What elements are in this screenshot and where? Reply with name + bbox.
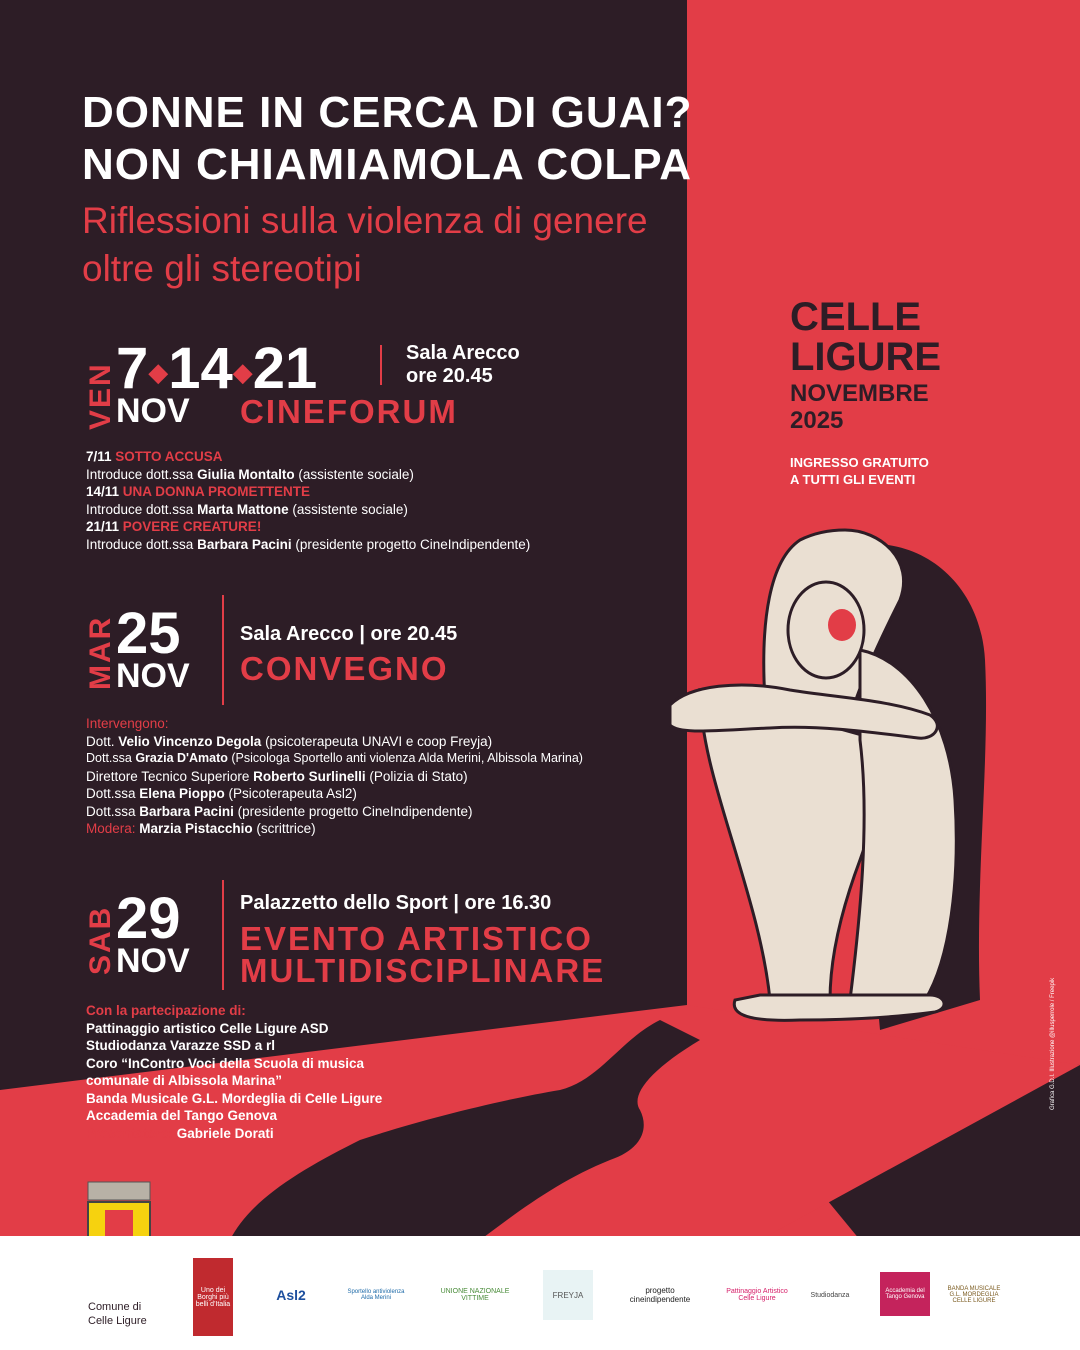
speaker-role: (Polizia di Stato) (365, 768, 468, 784)
comune-line-1: Comune di (88, 1301, 142, 1313)
speaker-name: Barbara Pacini (139, 803, 234, 819)
event-3-name-line-1: EVENTO ARTISTICO (240, 920, 593, 957)
film-2-line (86, 483, 530, 501)
intro-label: Introduce dott.ssa (86, 466, 198, 482)
entry-line-1: INGRESSO GRATUITO (790, 455, 929, 470)
participant: Coro “InContro Voci della Scuola di musica (86, 1055, 365, 1071)
figure-bruise (828, 609, 856, 641)
speaker-line (86, 803, 583, 821)
cineindipendente-logo: progetto cineindipendente (629, 1286, 691, 1304)
town-line-2: LIGURE (790, 335, 942, 379)
month-label: NOVEMBRE (790, 380, 929, 407)
day-14: 14 (168, 336, 233, 401)
subtitle-line-2: oltre gli stereotipi (82, 248, 362, 289)
participant: Studiodanza Varazze SSD a rl (86, 1038, 276, 1053)
event-2-name: CONVEGNO (240, 650, 449, 687)
speaker-title: Dott.ssa (86, 786, 140, 801)
film-3-line (86, 518, 530, 536)
participants-intro: Con la partecipazione di: (86, 1003, 246, 1018)
divider (222, 595, 224, 705)
speaker-name: Roberto Surlinelli (253, 768, 366, 784)
speaker-name: Barbara Pacini (197, 536, 292, 552)
event-2-month: NOV (116, 657, 190, 695)
film-3-intro (86, 536, 530, 554)
moderator-line (86, 820, 583, 838)
unavi-logo: UNIONE NAZIONALE VITTIME (440, 1288, 510, 1302)
divider (380, 345, 382, 385)
event-3-place: Palazzetto dello Sport | ore 16.30 (240, 892, 552, 914)
participant: Accademia del Tango Genova (86, 1108, 278, 1123)
event-2-details (86, 715, 583, 838)
participant: Pattinaggio artistico Celle Ligure ASD (86, 1020, 329, 1036)
event-1-place-line-2: ore 20.45 (406, 365, 493, 387)
speaker-line (86, 785, 583, 803)
moderator-role: (scrittrice) (252, 821, 316, 836)
event-2-day-of-week: MAR (84, 615, 117, 690)
event-1-details (86, 448, 530, 553)
year-label: 2025 (790, 407, 844, 434)
figure-legs (700, 690, 880, 1000)
speaker-name: Grazia D'Amato (135, 751, 228, 765)
studiodanza-logo: Studiodanza (810, 1291, 850, 1299)
accademia-tango-logo: Accademia del Tango Genova (880, 1272, 930, 1316)
divider (222, 880, 224, 990)
speaker-role: (Psicologa Sportello anti violenza Alda Merini, Albissola Marina) (227, 751, 583, 765)
participant: comunale di Albissola Marina” (86, 1073, 283, 1088)
speaker-name: Velio Vincenzo Degola (118, 733, 262, 749)
entry-line-2: A TUTTI GLI EVENTI (790, 472, 916, 487)
film-title: UNA DONNA PROMETTENTE (122, 484, 311, 499)
event-3-day-of-week: SAB (84, 905, 117, 975)
speaker-line (86, 733, 583, 751)
film-1-intro (86, 466, 530, 484)
speaker-role: (Psicoterapeuta Asl2) (224, 786, 357, 801)
event-3-details (86, 1002, 382, 1142)
town-line-1: CELLE (790, 295, 922, 339)
film-date: 7/11 (86, 449, 116, 464)
event-1-place-line-1: Sala Arecco (406, 342, 520, 364)
speaker-name: Elena Pioppo (139, 786, 225, 801)
speakers-intro: Intervengono: (86, 716, 169, 731)
diamond-icon: ◆ (232, 357, 253, 388)
moderator-name: Marzia Pistacchio (139, 821, 253, 836)
sportello-logo: Sportello antiviolenza Alda Merini (347, 1289, 405, 1301)
event-3-name-line-2: MULTIDISCIPLINARE (240, 952, 606, 989)
film-title: SOTTO ACCUSA (115, 449, 223, 464)
event-3-days: 29 (116, 886, 181, 951)
film-title: POVERE CREATURE! (122, 519, 262, 534)
asl2-logo: Asl2 (276, 1287, 306, 1303)
speaker-title: Dott.ssa (86, 803, 140, 819)
credit-line: Grafica G.D.I. Illustrazione @illusperrole / Freepik (1050, 977, 1056, 1110)
event-2-place: Sala Arecco | ore 20.45 (240, 623, 458, 645)
intro-label: Introduce dott.ssa (86, 501, 198, 517)
speaker-role: (assistente sociale) (294, 466, 414, 482)
film-2-intro (86, 501, 530, 519)
event-1-day-of-week: VEN (84, 362, 117, 430)
speaker-role: (presidente progetto CineIndipendente) (291, 536, 531, 552)
event-2-days: 25 (116, 601, 181, 666)
borghi-logo: Uno dei Borghi più belli d'Italia (193, 1258, 233, 1336)
diamond-icon: ◆ (148, 357, 169, 388)
event-3-month: NOV (116, 942, 190, 980)
subtitle-line-1: Riflessioni sulla violenza di genere (82, 200, 648, 241)
speaker-role: (psicoterapeuta UNAVI e coop Freyja) (261, 733, 493, 749)
event-1-name: CINEFORUM (240, 393, 458, 430)
event-1-month: NOV (116, 392, 190, 430)
speaker-title: Dott. (86, 733, 119, 749)
banda-logo: BANDA MUSICALE G.L. MORDEGLIA CELLE LIGURE (947, 1286, 1001, 1304)
film-date: 21/11 (86, 519, 123, 534)
speaker-name: Giulia Montalto (197, 466, 295, 482)
film-date: 14/11 (86, 484, 123, 499)
speaker-line (86, 750, 583, 768)
day-21: 21 (252, 336, 318, 401)
day-7: 7 (116, 336, 149, 401)
speaker-title: Direttore Tecnico Superiore (86, 768, 254, 784)
speaker-role: (presidente progetto CineIndipendente) (233, 803, 473, 819)
speaker-title: Dott.ssa (86, 751, 136, 765)
moderator-label: Modera: (86, 821, 140, 836)
presenter-name: Gabriele Dorati (176, 1125, 274, 1141)
comune-line-2: Celle Ligure (88, 1315, 147, 1327)
speaker-line (86, 768, 583, 786)
freyja-logo: FREYJA (543, 1270, 593, 1320)
title-line-1: DONNE IN CERCA DI GUAI? (82, 88, 693, 137)
participant: Banda Musicale G.L. Mordeglia di Celle Ligure (86, 1090, 383, 1106)
film-1-line (86, 448, 530, 466)
intro-label: Introduce dott.ssa (86, 536, 198, 552)
title-line-2: NON CHIAMIAMOLA COLPA (82, 140, 693, 189)
speaker-role: (assistente sociale) (288, 501, 408, 517)
presenter-label: Presentatore: (86, 1125, 177, 1141)
pattinaggio-logo: Pattinaggio Artistico Celle Ligure (726, 1288, 788, 1302)
speaker-name: Marta Mattone (197, 501, 289, 517)
presenter-line (86, 1125, 382, 1143)
